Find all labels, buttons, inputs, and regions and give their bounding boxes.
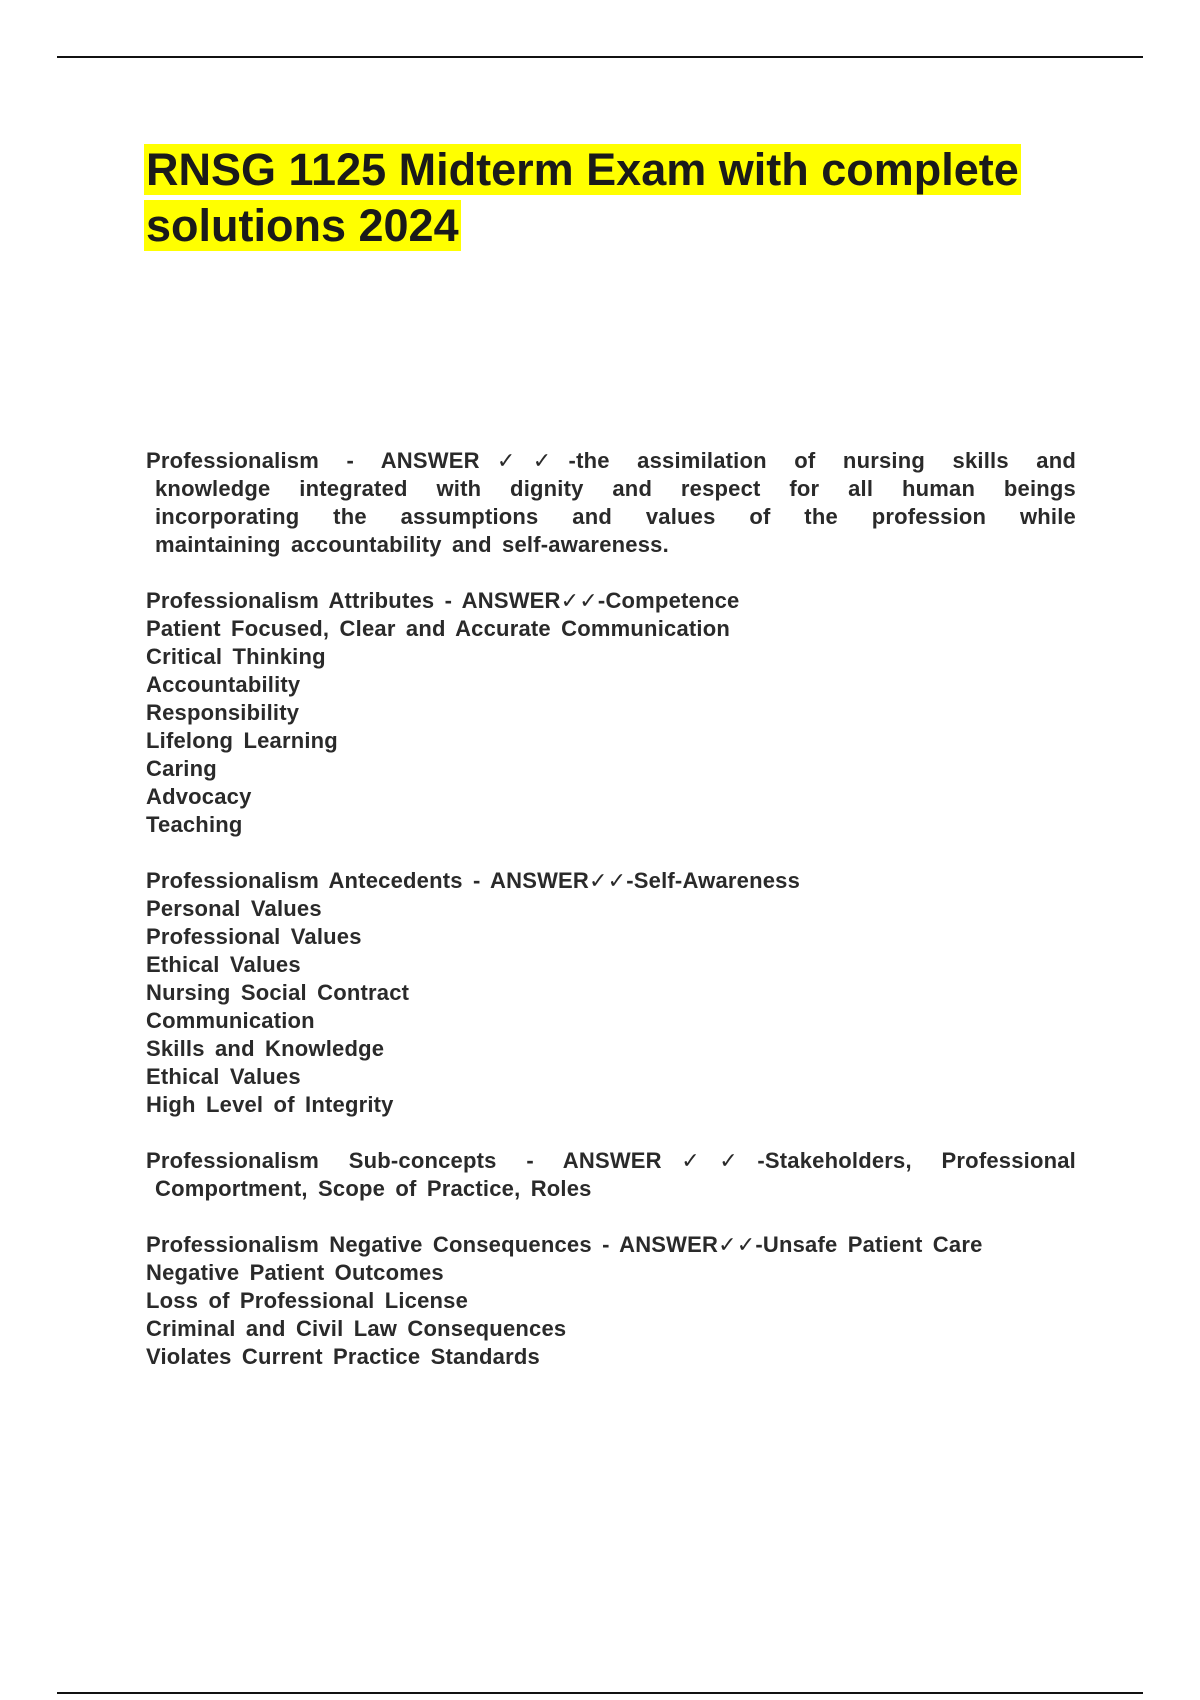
qa-entry-professionalism <box>146 447 1076 559</box>
qa-line: Ethical Values <box>146 1064 301 1089</box>
qa-line: Critical Thinking <box>146 644 326 669</box>
qa-line: Professionalism Negative Consequences - ANSWER✓✓-Unsafe Patient Care <box>146 1232 983 1257</box>
qa-line: Responsibility <box>146 700 300 725</box>
qa-line: Criminal and Civil Law Consequences <box>146 1316 567 1341</box>
title-line-1: RNSG 1125 Midterm Exam with complete <box>146 144 1019 195</box>
qa-line: Skills and Knowledge <box>146 1036 385 1061</box>
qa-entry-negative-consequences <box>146 1231 1076 1371</box>
document-title <box>144 142 1104 254</box>
qa-line: Accountability <box>146 672 301 697</box>
qa-entry-attributes <box>146 587 1076 839</box>
qa-line: High Level of Integrity <box>146 1092 394 1117</box>
qa-line: Teaching <box>146 812 243 837</box>
qa-line: Professionalism Antecedents - ANSWER✓✓-Self-Awareness <box>146 868 801 893</box>
qa-line: Professional Values <box>146 924 362 949</box>
qa-line: Negative Patient Outcomes <box>146 1260 444 1285</box>
title-line-2: solutions 2024 <box>146 200 459 251</box>
qa-entry-subconcepts <box>146 1147 1076 1203</box>
qa-line: Caring <box>146 756 217 781</box>
bottom-rule <box>57 1692 1143 1694</box>
qa-line: Nursing Social Contract <box>146 980 410 1005</box>
top-rule <box>57 56 1143 58</box>
qa-line: Violates Current Practice Standards <box>146 1344 540 1369</box>
title-highlight <box>144 144 1021 251</box>
qa-line: Ethical Values <box>146 952 301 977</box>
qa-line: Professionalism - ANSWER✓✓-the assimilation of nursing skills and <box>146 448 1076 473</box>
qa-line: Patient Focused, Clear and Accurate Communication <box>146 616 730 641</box>
qa-line: Advocacy <box>146 784 252 809</box>
qa-line: Professionalism Attributes - ANSWER✓✓-Competence <box>146 588 740 613</box>
qa-line: Professionalism Sub-concepts - ANSWER✓✓-Stakeholders, Professional <box>146 1148 1076 1173</box>
qa-entry-antecedents <box>146 867 1076 1119</box>
qa-line: incorporating the assumptions and values of the profession while <box>155 504 1076 529</box>
qa-line: Comportment, Scope of Practice, Roles <box>155 1176 592 1201</box>
qa-line: knowledge integrated with dignity and respect for all human beings <box>155 476 1076 501</box>
qa-line: Communication <box>146 1008 315 1033</box>
qa-content <box>146 447 1076 1399</box>
qa-line: Loss of Professional License <box>146 1288 469 1313</box>
qa-line: Lifelong Learning <box>146 728 338 753</box>
qa-line: Personal Values <box>146 896 322 921</box>
qa-line: maintaining accountability and self-awareness. <box>155 532 669 557</box>
